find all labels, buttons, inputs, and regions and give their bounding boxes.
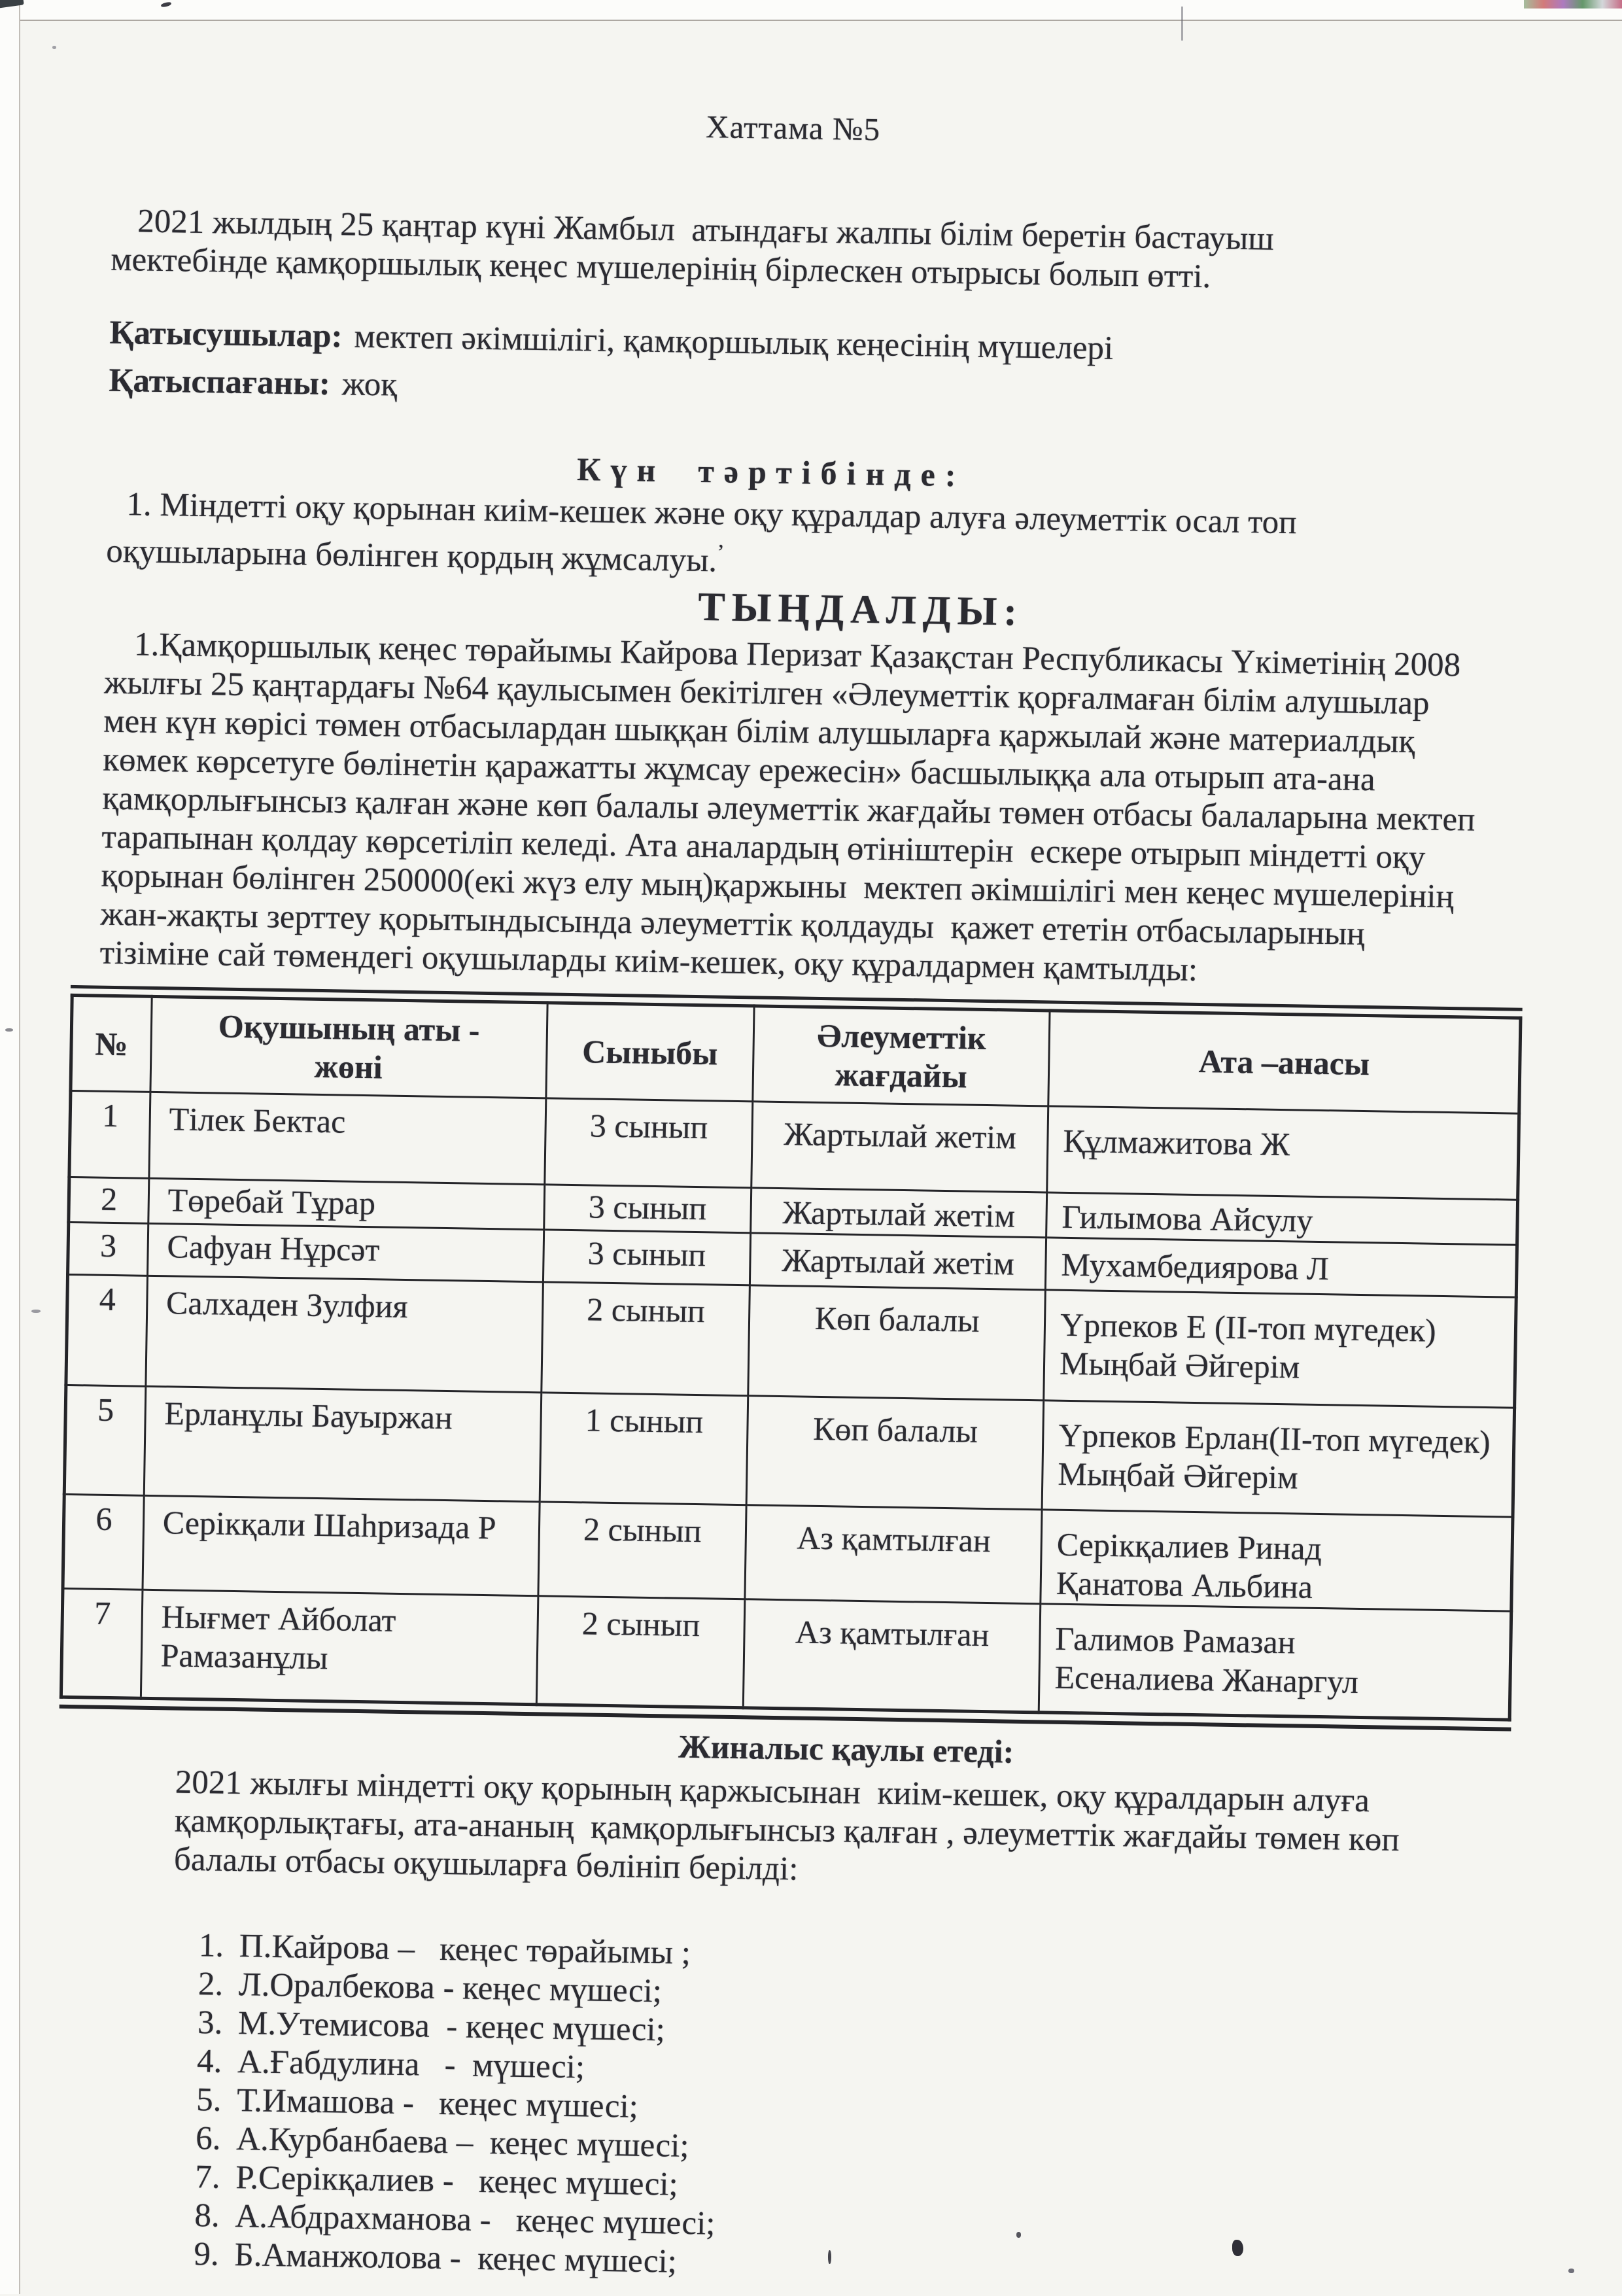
cell-status: Көп балалы <box>748 1285 1045 1400</box>
col-header-status: Әлеуметтік жағдайы <box>753 1006 1050 1106</box>
heard-heading: ТЫҢДАЛДЫ: <box>697 584 1024 635</box>
absent-label: Қатыспағаны: <box>109 362 331 403</box>
member-text: А.Курбанбаева – кеңес мүшесі; <box>235 2121 689 2165</box>
cell-name: Нығмет Айболат Рамазанұлы <box>141 1590 538 1704</box>
cell-grade: 3 сынып <box>544 1098 753 1188</box>
participants-label: Қатысушылар: <box>109 314 343 355</box>
cell-status: Аз қамтылған <box>745 1505 1042 1604</box>
cell-parent: Мухамбедиярова Л <box>1045 1238 1517 1297</box>
decision-paragraph: 2021 жылғы міндетті оқу қорының қаржысынан киім-кешек, оқу құралдарын алуға қамқорлықтағы, ата-ананың қамқорлығынсыз қалған , әлеуметтік жағдайы төмен көп балалы отбасы оқушыларға бөлініп берілді: <box>173 1764 1408 1888</box>
member-text: Б.Аманжолова - кеңес мүшесі; <box>234 2236 678 2280</box>
cell-grade: 1 сынып <box>540 1393 748 1505</box>
cell-status: Жартылай жетім <box>750 1233 1046 1290</box>
agenda-item <box>106 485 1461 592</box>
member-text: Л.Оралбекова - кеңес мүшесі; <box>238 1966 663 2010</box>
participants-value: мектеп әкімшілігі, қамқоршылық кеңесінің мүшелері <box>354 318 1114 367</box>
cell-parent: Галимов Рамазан Есеналиева Жанаргул <box>1039 1604 1511 1720</box>
cell-name: Төребай Тұрар <box>148 1178 545 1229</box>
cell-parent: Гилымова Айсулу <box>1046 1192 1518 1245</box>
absent-value: жоқ <box>341 366 398 404</box>
table-row <box>61 1588 1511 1720</box>
cell-name: Серікқали Шаһризада Р <box>143 1495 540 1595</box>
cell-parent: Үрпеков Ерлан(II-топ мүгедек) Мыңбай Әйгерім <box>1042 1400 1514 1517</box>
cell-name: Тілек Бектас <box>149 1092 546 1184</box>
document-title: Хаттама №5 <box>705 109 881 148</box>
cell-grade: 3 сынып <box>543 1230 751 1285</box>
heard-paragraph: 1.Қамқоршылық кеңес төрайымы Кайрова Перизат Қазақстан Республикасы Үкіметінің 2008 жылғы 25 қаңтардағы №64 қаулысымен бекітілген «Әлеуметтік қорғалмаған білім алушылар мен күн көрісі төмен отбасылардан шыққан білім алушыларға қаржылай және материалдық көмек көрсетуге бөлінетін қаражатты жұмсау ережесін» басшылыққа ала отырып ата-ана қамқорлығынсыз қалған және көп балалы әлеуметтік жағдайы төмен отбасы балаларына мектеп тарапынан қолдау көрсетіліп келеді. Ата аналардың өтініштерін ескере отырып міндетті оқу қорынан бөлінген 250000(екі жүз елу мың)қаржыны мектеп әкімшілігі мен кеңес мүшелерінің жан-жақты зерттеу қорытындысында әлеуметтік қолдауды қажет ететін отбасыларының тізіміне сай төмендегі оқушыларды киім-кешек, оқу құралдармен қамтылды: <box>99 626 1484 988</box>
cell-grade: 2 сынып <box>541 1282 750 1396</box>
member-text: Р.Серікқалиев - кеңес мүшесі; <box>235 2159 679 2203</box>
col-header-grade: Сыныбы <box>545 1003 754 1102</box>
col-header-number: № <box>71 995 152 1092</box>
cell-number: 6 <box>63 1494 144 1590</box>
cell-number: 4 <box>66 1274 147 1386</box>
cell-status: Аз қамтылған <box>743 1599 1040 1713</box>
cell-number: 7 <box>61 1588 142 1698</box>
cell-number: 5 <box>64 1385 145 1495</box>
council-members-list <box>194 1926 1592 2295</box>
cell-number: 3 <box>68 1222 148 1276</box>
cell-parent: Құлмажитова Ж <box>1047 1106 1519 1200</box>
cell-name: Сафуан Нұрсәт <box>147 1223 544 1281</box>
cell-parent: Серікқалиев Ринад Қанатова Альбина <box>1041 1510 1513 1611</box>
member-text: А.Ғабдулина - мүшесі; <box>237 2044 585 2086</box>
table-row <box>66 1274 1516 1408</box>
cell-parent: Үрпеков Е (II-топ мүгедек) Мыңбай Әйгерім <box>1044 1290 1516 1408</box>
scan-rainbow-artifact <box>1524 0 1622 9</box>
col-header-name: Оқушының аты - жөні <box>150 996 547 1098</box>
stray-tick-mark: ʼ <box>717 540 725 565</box>
cell-status: Жартылай жетім <box>751 1188 1047 1238</box>
member-text: А.Абдрахманова - кеңес мүшесі; <box>235 2198 716 2242</box>
agenda-heading: Күн тәртібінде: <box>576 451 966 494</box>
participants-block <box>109 309 1487 426</box>
cell-grade: 3 сынып <box>544 1185 751 1233</box>
intro-paragraph: 2021 жылдың 25 қаңтар күні Жамбыл атындағы жалпы білім беретін бастауыш мектебінде қамқоршылық кеңес мүшелерінің бірлескен отырысы болып өтті. <box>110 203 1283 296</box>
cell-status: Жартылай жетім <box>751 1102 1048 1192</box>
member-text: Т.Имашова - кеңес мүшесі; <box>236 2082 639 2125</box>
member-text: М.Утемисова - кеңес мүшесі; <box>237 2005 666 2049</box>
member-text: П.Кайрова – кеңес төрайымы ; <box>239 1928 691 1972</box>
cell-grade: 2 сынып <box>536 1596 745 1708</box>
cell-name: Ерланұлы Бауыржан <box>144 1386 541 1501</box>
cell-number: 1 <box>69 1090 150 1178</box>
cell-number: 2 <box>69 1177 149 1223</box>
col-header-parent: Ата –анасы <box>1048 1011 1521 1113</box>
cell-name: Салхаден Зулфия <box>146 1276 543 1392</box>
cell-status: Көп балалы <box>746 1396 1043 1510</box>
cell-grade: 2 сынып <box>538 1502 746 1599</box>
students-table <box>60 985 1523 1731</box>
decision-heading: Жиналыс қаулы етеді: <box>678 1728 1014 1770</box>
agenda-item-text: 1. Міндетті оқу қорынан киім-кешек және оқу құралдар алуға әлеуметтік осал топ оқушыларына бөлінген қордың жұмсалуы. <box>105 486 1305 580</box>
